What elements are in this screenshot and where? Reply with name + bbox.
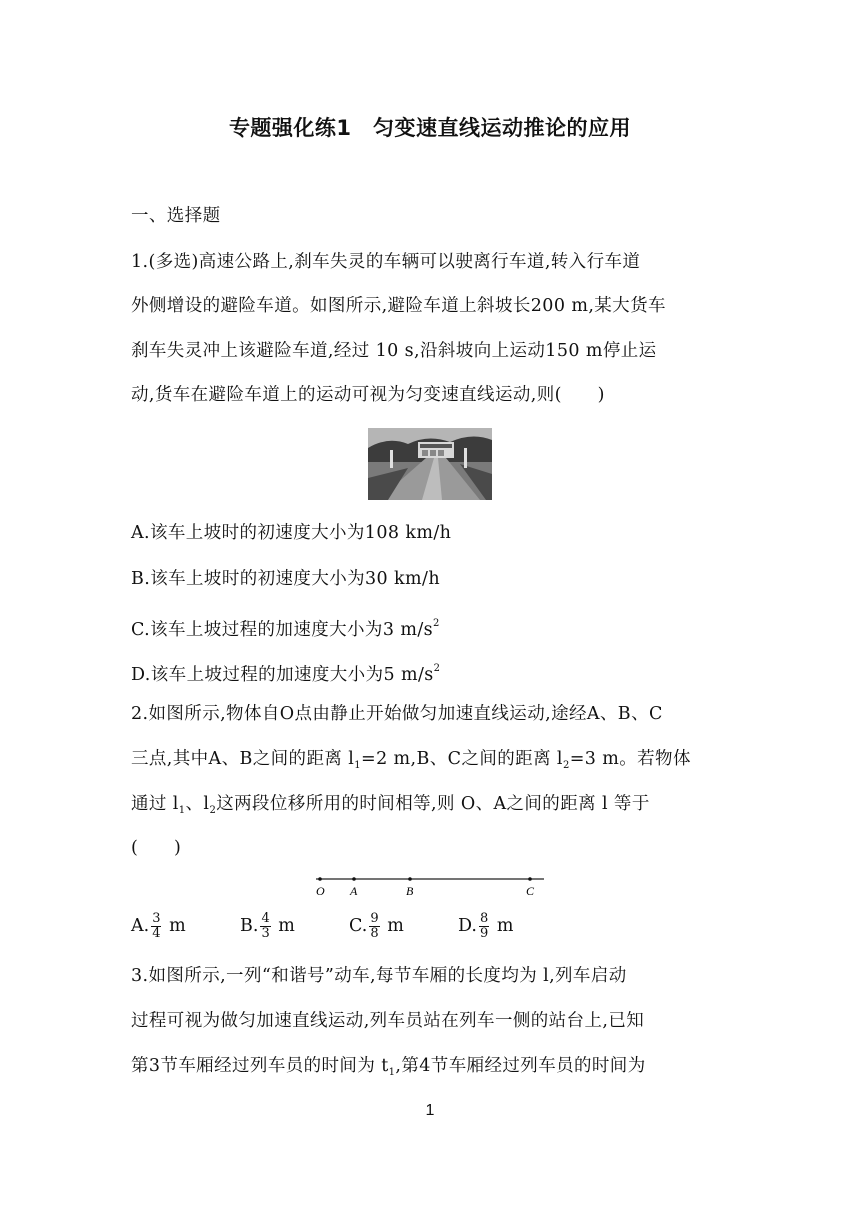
label-a: A (350, 884, 358, 898)
q1-line-4: 动,货车在避险车道上的运动可视为匀变速直线运动,则( ) (131, 385, 605, 405)
label-b: B (406, 884, 414, 898)
q1-option-c: C.该车上坡过程的加速度大小为3 $m/s^2$ (131, 618, 440, 640)
q2-option-b: B. $\frac{4}{3}$ m (240, 911, 295, 941)
q3-line-1: 3.如图所示,一列“和谐号”动车,每节车厢的长度均为 l,列车启动 (131, 966, 627, 986)
point-c (528, 877, 532, 881)
page-title: 专题强化练1 匀变速直线运动推论的应用 (228, 116, 632, 140)
q1-option-b: B.该车上坡时的初速度大小为30 km/h (131, 569, 441, 589)
q1-option-a: A.该车上坡时的初速度大小为108 km/h (131, 523, 452, 543)
q2-option-c: C. $\frac{9}{8}$ m (349, 911, 404, 941)
point-b (408, 877, 412, 881)
escape-lane-image (368, 428, 492, 500)
q2-line-2: 三点,其中A、B之间的距离 $l_1=2$ m,B、C之间的距离 $l_2=3$ m。若物体 (131, 749, 691, 771)
q3-line-2: 过程可视为做匀加速直线运动,列车员站在列车一侧的站台上,已知 (131, 1011, 645, 1031)
q1-option-d: D.该车上坡过程的加速度大小为5 $m/s^2$ (131, 663, 441, 685)
q2-line-4: ( ) (131, 838, 182, 858)
q2-distance-diagram (312, 870, 552, 900)
point-a (352, 877, 356, 881)
q1-line-3: 刹车失灵冲上该避险车道,经过 10 s,沿斜坡向上运动150 m停止运 (131, 341, 657, 361)
label-o: O (316, 884, 325, 898)
point-o (318, 877, 322, 881)
q2-line-3: 通过 $l_1$、$l_2$这两段位移所用的时间相等,则 O、A之间的距离 l 等于 (131, 794, 650, 816)
q3-line-3: 第3节车厢经过列车员的时间为 $t_1$,第4节车厢经过列车员的时间为 (131, 1056, 646, 1078)
q1-line-2: 外侧增设的避险车道。如图所示,避险车道上斜坡长200 m,某大货车 (131, 296, 666, 316)
page-number: 1 (425, 1102, 435, 1119)
label-c: C (526, 884, 535, 898)
escape-lane-photo (368, 428, 492, 500)
q1-line-1: 1.(多选)高速公路上,刹车失灵的车辆可以驶离行车道,转入行车道 (131, 252, 641, 272)
section-heading: 一、选择题 (131, 206, 221, 226)
q2-option-a: A. $\frac{3}{4}$ m (131, 911, 186, 941)
q2-option-d: D. $\frac{8}{9}$ m (458, 911, 514, 941)
q2-line-1: 2.如图所示,物体自O点由静止开始做匀加速直线运动,途经A、B、C (131, 704, 663, 724)
